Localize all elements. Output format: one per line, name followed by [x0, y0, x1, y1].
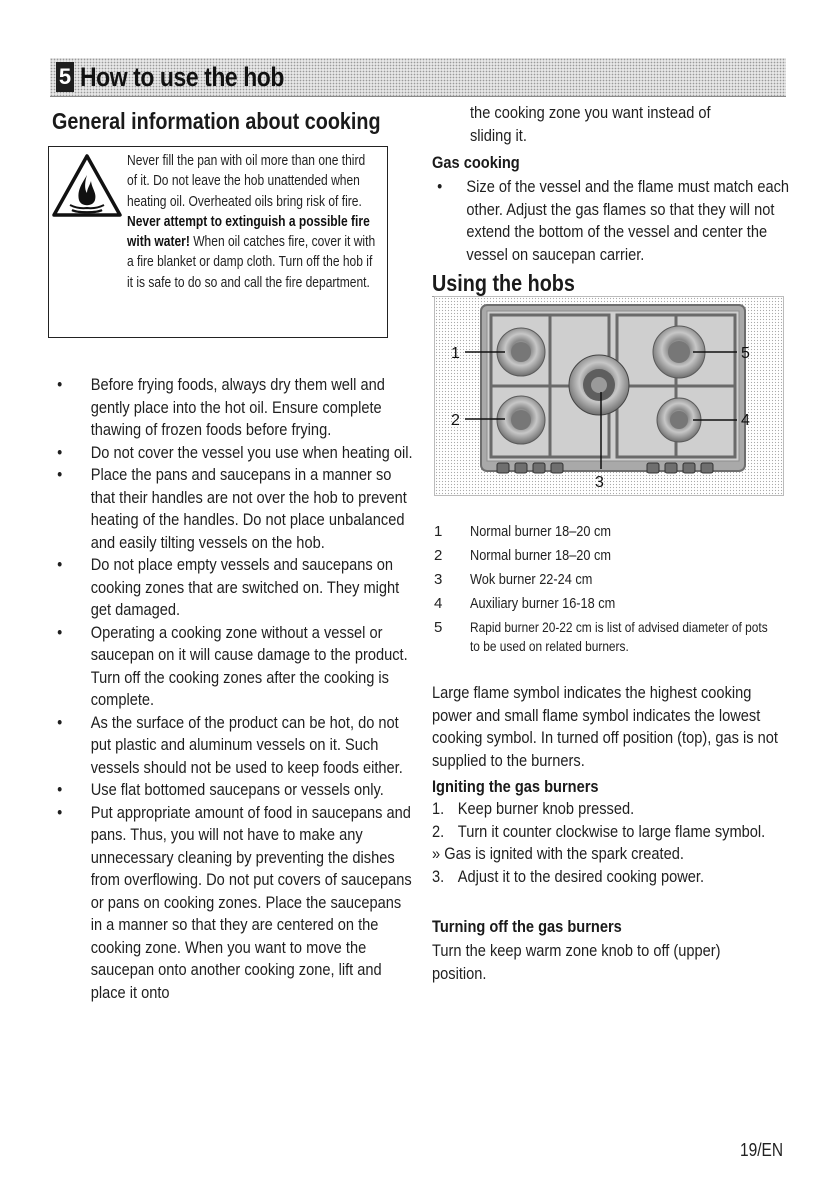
igniting-result: » Gas is ignited with the spark created. — [432, 844, 684, 863]
cooking-bullet-item: • Place the pans and saucepans in a manner so that their handles are not over the hob to prevent heating of the handles. Do not place unbalanced and easily tilting vessels on the hob. — [52, 464, 413, 554]
callout-5: 5 — [741, 345, 750, 362]
warning-text — [127, 151, 376, 293]
cooking-bullet-item: • As the surface of the product can be hot, do not put plastic and aluminum vessels on it. Such vessels should not be used to keep foods either. — [52, 712, 413, 780]
step-text: Adjust it to the desired cooking power. — [457, 866, 705, 886]
cooking-bullets — [52, 374, 472, 1004]
hob-illustration — [435, 297, 783, 495]
gas-cooking-block — [432, 176, 837, 266]
callout-2: 2 — [451, 412, 460, 429]
turning-off-block — [432, 940, 837, 985]
legend-text: Normal burner 18–20 cm — [470, 523, 612, 540]
igniting-steps — [432, 798, 837, 888]
continuation-text-block — [470, 102, 837, 147]
burner-2 — [497, 396, 545, 444]
cooking-bullet-item: • Do not place empty vessels and saucepans on cooking zones that are switched on. They might get damaged. — [52, 554, 413, 622]
callout-1: 1 — [451, 345, 460, 362]
legend-number: 1 — [434, 523, 443, 540]
turning-off-heading: Turning off the gas burners — [432, 917, 622, 936]
left-column — [52, 106, 412, 136]
gas-cooking-heading: Gas cooking — [432, 153, 520, 172]
cooking-bullet-item: • Put appropriate amount of food in saucepans and pans. Thus, you will not have to make any unnecessary cleaning by preventing the dishes from overflowing. Do not put covers of saucepans or pans on cooking zones. Place the saucepans in a manner so that they are centered on the cooking zone. When you want to move the saucepan onto another cooking zone, lift and place it onto — [52, 802, 413, 1005]
callout-3: 3 — [595, 474, 604, 491]
step-text: Keep burner knob pressed. — [457, 799, 635, 818]
legend-item — [432, 592, 792, 616]
igniting-heading: Igniting the gas burners — [432, 777, 599, 796]
turning-off-text: Turn the keep warm zone knob to off (upper) position. — [432, 941, 721, 983]
cooking-bullet-list — [52, 374, 413, 1004]
legend-number: 2 — [434, 547, 443, 564]
fire-warning-box — [48, 146, 388, 338]
general-info-heading: General information about cooking — [52, 108, 381, 134]
flame-symbol-text-block — [432, 682, 837, 772]
cooking-bullet-item: • Do not cover the vessel you use when heating oil. — [52, 442, 413, 465]
warning-text-part1: Never fill the pan with oil more than one third of it. Do not leave the hob unattended when heating oil. Overheated oils bring risk of fire. — [127, 153, 366, 210]
step-number: 3. — [432, 866, 445, 886]
legend-number: 4 — [434, 595, 443, 612]
step-number: 2. — [432, 821, 445, 841]
legend-text: Rapid burner 20-22 cm is list of advised diameter of pots to be used on related burners. — [470, 619, 768, 654]
using-hobs-heading: Using the hobs — [432, 270, 776, 297]
flame-symbol-text: Large flame symbol indicates the highest cooking power and small flame symbol indicates the lowest cooking symbol. In turned off position (top), gas is not supplied to the burners. — [432, 683, 778, 770]
legend-item — [432, 616, 792, 676]
legend-item — [432, 520, 792, 544]
igniting-step — [432, 866, 786, 889]
callout-4: 4 — [741, 412, 750, 429]
igniting-step — [432, 798, 786, 821]
section-number-badge: 5 — [56, 62, 74, 92]
legend-number: 5 — [434, 619, 443, 636]
legend-text: Auxiliary burner 16-18 cm — [470, 595, 616, 612]
fire-warning-icon — [51, 153, 123, 219]
legend-text: Wok burner 22-24 cm — [470, 571, 593, 588]
legend-text: Normal burner 18–20 cm — [470, 547, 612, 564]
legend-item — [432, 544, 792, 568]
burner-legend — [432, 520, 792, 676]
warning-text-part2: When oil catches fire, cover it with a fire blanket or damp cloth. Turn off the hob if it is safe to do so and call the fire department. — [127, 234, 376, 291]
cooking-bullet-item: • Use flat bottomed saucepans or vessels only. — [52, 779, 413, 802]
gas-cooking-list — [432, 176, 793, 266]
legend-number: 3 — [434, 571, 443, 588]
burner-3-wok — [569, 355, 629, 415]
continuation-text: the cooking zone you want instead of sliding it. — [470, 103, 711, 145]
warning-bold-text: Never attempt to extinguish a possible fire with water! — [127, 213, 370, 251]
hob-diagram — [434, 296, 784, 496]
section-header — [50, 58, 786, 97]
step-text: Turn it counter clockwise to large flame symbol. — [457, 821, 766, 841]
cooking-bullet-item: • Before frying foods, always dry them well and gently place into the hot oil. Ensure complete thawing of frozen foods before frying. — [52, 374, 413, 442]
gas-cooking-bullet: • Size of the vessel and the flame must match each other. Adjust the gas flames so that they will not extend the bottom of the vessel and center the vessel on saucepan carrier. — [432, 176, 793, 266]
step-number: 1. — [432, 799, 445, 818]
page-number: 19/EN — [740, 1140, 784, 1160]
igniting-step — [432, 821, 786, 844]
section-title: How to use the hob — [80, 62, 284, 92]
legend-item — [432, 568, 792, 592]
cooking-bullet-item: • Operating a cooking zone without a vessel or saucepan on it will cause damage to the product. Turn off the cooking zones after the cooking is complete. — [52, 622, 413, 712]
